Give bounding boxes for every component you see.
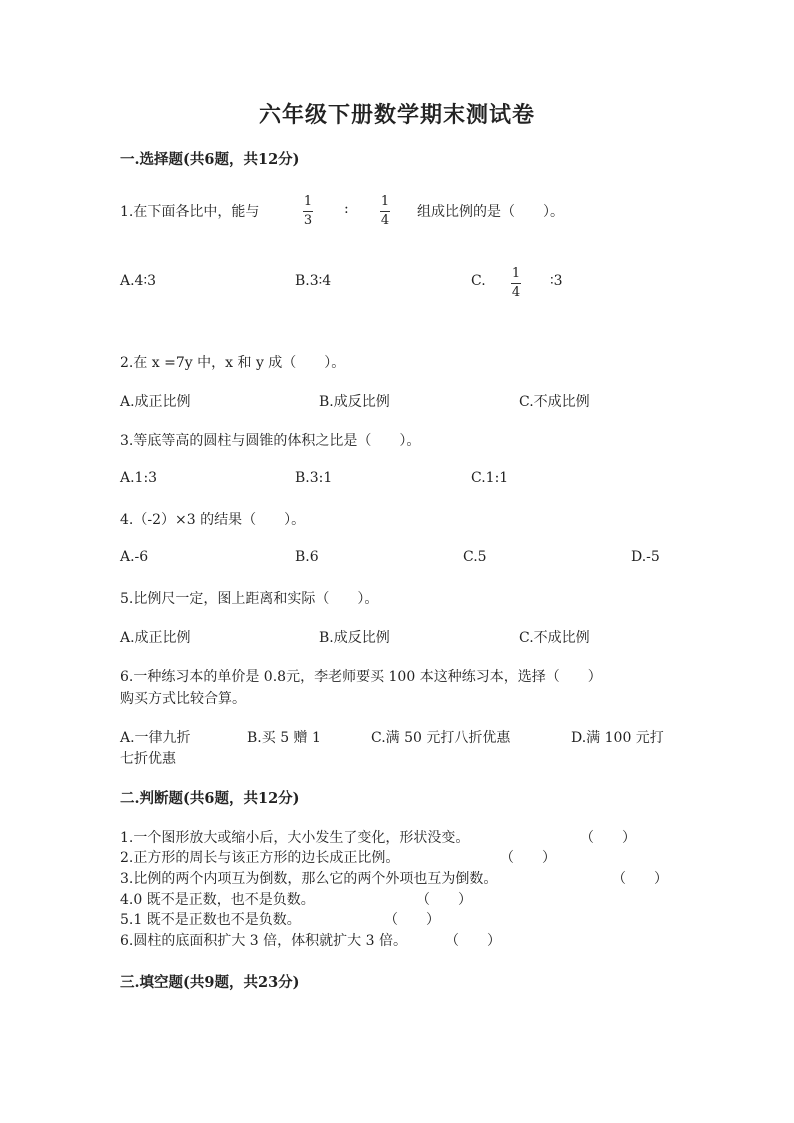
option-a[interactable]: A.一律九折	[120, 730, 191, 746]
section-heading-judgment: 二.判断题(共6题，共12分)	[120, 790, 300, 807]
option-c[interactable]: C.5	[463, 549, 487, 565]
fraction-one-third	[303, 195, 313, 228]
fraction-one-fourth	[380, 195, 390, 228]
question-3: 3.等底等高的圆柱与圆锥的体积之比是（ ）。	[120, 433, 421, 449]
fraction-denominator: 4	[511, 285, 521, 300]
option-b[interactable]: B.6	[295, 549, 319, 565]
option-b[interactable]: B.成反比例	[319, 630, 390, 646]
option-b[interactable]: B.3∶4	[295, 273, 332, 289]
option-c[interactable]: C.不成比例	[519, 630, 590, 646]
fraction-numerator: 1	[380, 194, 390, 209]
judgment-item-6: 6.圆柱的底面积扩大 3 倍，体积就扩大 3 倍。	[120, 933, 407, 949]
option-a[interactable]: A.1:3	[120, 470, 158, 486]
option-a[interactable]: A.成正比例	[120, 630, 191, 646]
fraction-denominator: 4	[380, 213, 390, 228]
fraction-bar	[380, 211, 390, 212]
judgment-item-3: 3.比例的两个内项互为倒数，那么它的两个外项也互为倒数。	[120, 871, 498, 887]
option-d[interactable]: D.-5	[631, 549, 660, 565]
judgment-blank-3[interactable]: （ ）	[612, 871, 668, 887]
judgment-blank-2[interactable]: （ ）	[500, 850, 556, 866]
option-a[interactable]: A.4∶3	[120, 273, 157, 289]
judgment-item-4: 4.0 既不是正数，也不是负数。	[120, 892, 315, 908]
question-1-suffix: 组成比例的是（ ）。	[417, 204, 564, 220]
option-c[interactable]: C.1:1	[471, 470, 509, 486]
question-2: 2.在 x =7y 中，x 和 y 成（ ）。	[120, 355, 346, 371]
fraction-numerator: 1	[511, 266, 521, 281]
option-a[interactable]: A.成正比例	[120, 394, 191, 410]
question-1-prefix: 1.在下面各比中，能与	[120, 204, 260, 220]
page-title: 六年级下册数学期末测试卷	[258, 102, 535, 128]
fraction-denominator: 3	[303, 213, 313, 228]
question-4: 4.（-2）×3 的结果（ ）。	[120, 512, 306, 528]
section-heading-fill-in: 三.填空题(共9题，共23分)	[120, 974, 300, 991]
option-c-label: C.	[471, 273, 486, 289]
fraction-one-fourth	[511, 267, 521, 300]
fraction-numerator: 1	[303, 194, 313, 209]
judgment-item-1: 1.一个图形放大或缩小后，大小发生了变化，形状没变。	[120, 830, 470, 846]
judgment-blank-6[interactable]: （ ）	[445, 933, 501, 949]
option-c[interactable]	[471, 273, 486, 289]
judgment-blank-5[interactable]: （ ）	[384, 912, 440, 928]
option-c-ratio: ∶3	[550, 273, 563, 289]
option-c[interactable]: C.满 50 元打八折优惠	[371, 730, 511, 746]
question-6-line-1: 6.一种练习本的单价是 0.8元，李老师要买 100 本这种练习本，选择（ ）	[120, 669, 602, 685]
option-b[interactable]: B.成反比例	[319, 394, 390, 410]
judgment-blank-1[interactable]: （ ）	[580, 830, 636, 846]
option-d[interactable]: D.满 100 元打	[571, 730, 664, 746]
option-d-continued: 七折优惠	[120, 751, 176, 767]
question-5: 5.比例尺一定，图上距离和实际（ ）。	[120, 591, 379, 607]
ratio-colon: :	[344, 201, 349, 217]
question-6-line-2: 购买方式比较合算。	[120, 691, 246, 707]
fraction-bar	[511, 283, 521, 284]
judgment-item-5: 5.1 既不是正数也不是负数。	[120, 912, 301, 928]
fraction-bar	[303, 211, 313, 212]
option-b[interactable]: B.3:1	[295, 470, 333, 486]
option-a[interactable]: A.-6	[120, 549, 149, 565]
judgment-blank-4[interactable]: （ ）	[416, 892, 472, 908]
option-b[interactable]: B.买 5 赠 1	[247, 730, 321, 746]
section-heading-choice: 一.选择题(共6题，共12分)	[120, 151, 300, 168]
judgment-item-2: 2.正方形的周长与该正方形的边长成正比例。	[120, 850, 400, 866]
option-c[interactable]: C.不成比例	[519, 394, 590, 410]
